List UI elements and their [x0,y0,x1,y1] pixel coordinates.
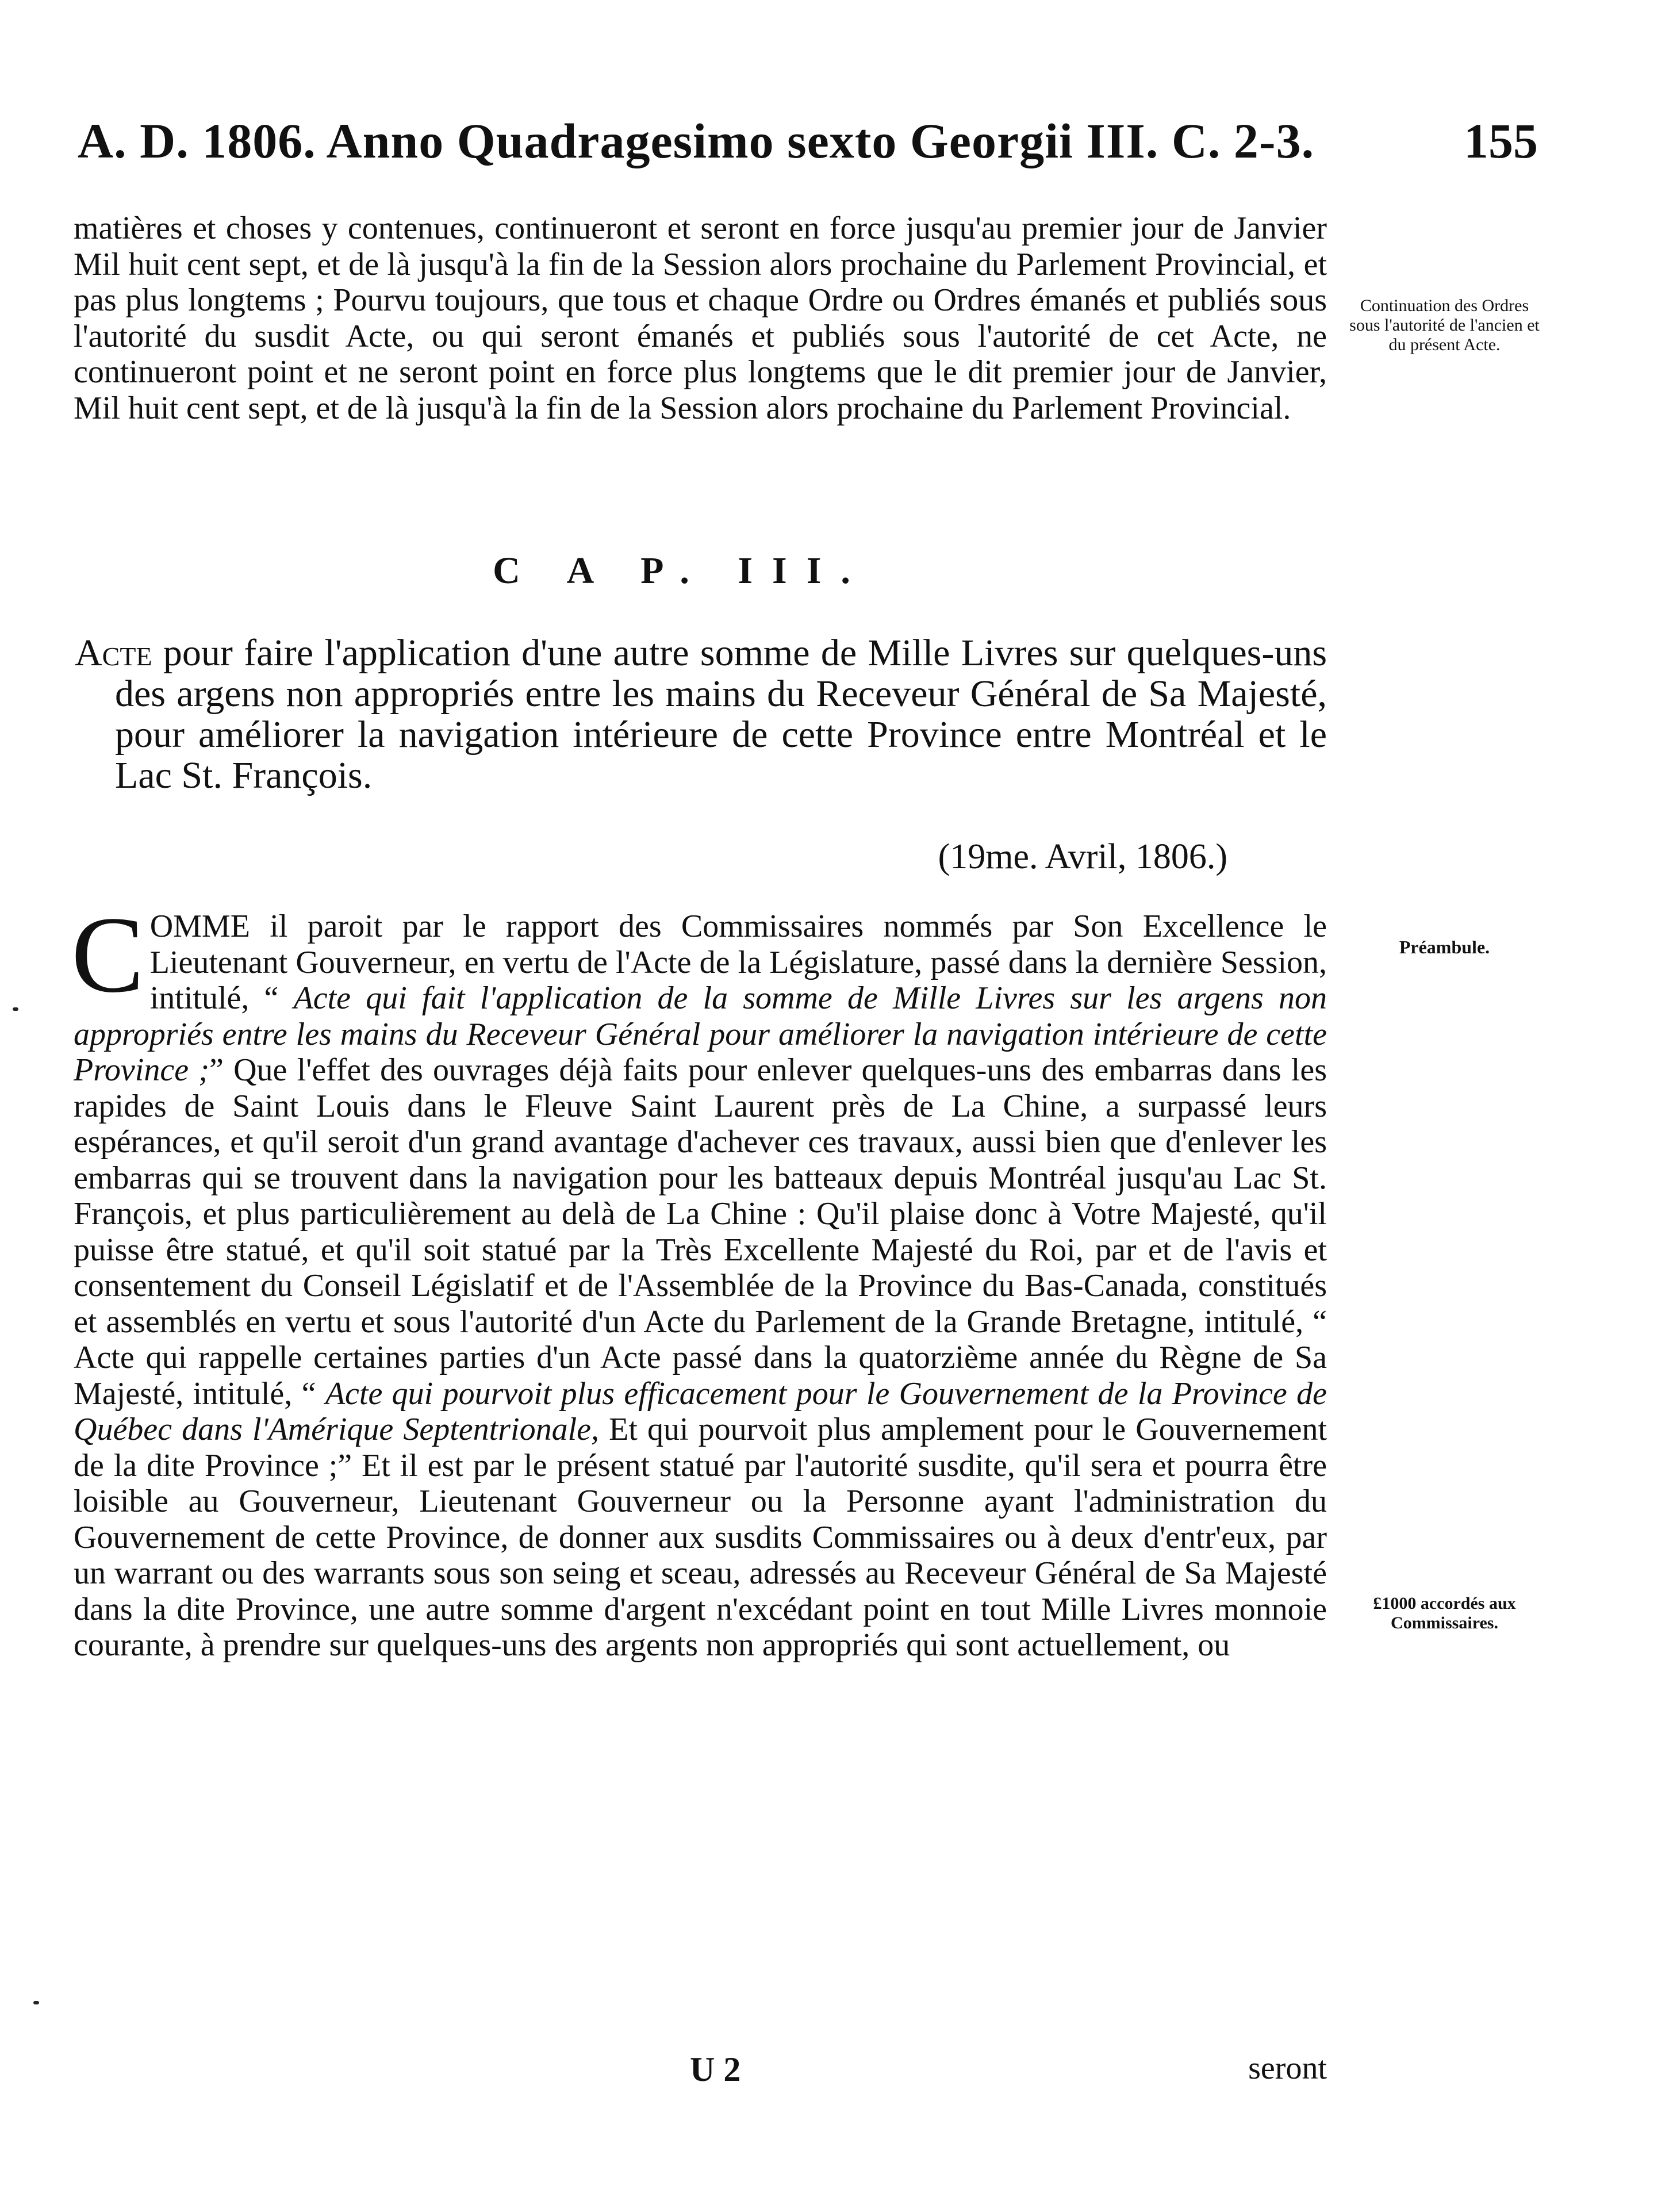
preamble-paragraph [71,895,1327,1663]
preamble-text-2: ” Que l'effet des ouvrages déjà faits pour enlever quelques-uns des embarras dans les rapides de Saint Louis dans le Fleuve Saint Laurent près de La Chine, a surpassé leurs espérances, et qu'il seroit d'un grand avantage d'achever ces travaux, aussi bien que d'enlever les embarras qui se trouvent dans la navigation pour les batteaux depuis Montréal jusqu'au Lac St. François, et plus particulièrement au delà de La Chine : Qu'il plaise donc à Votre Majesté, qu'il puisse être statué, et qu'il soit statué par la Très Excellente Majesté du Roi, par et de l'avis et consentement du Conseil Législatif et de l'Assemblée de la Province du Bas-Canada, constitués et assemblés en vertu et sous l'autorité d'un Acte du Parlement de la Grande Bretagne, intitulé, “ Acte qui rappelle certaines parties d'un Acte passé dans la quatorzième année du Règne de Sa Majesté, intitulé, “ [74,1052,1327,1412]
print-speck [13,1007,18,1011]
act-title-text: pour faire l'application d'une autre somme de Mille Livres sur quelques-uns des argens non appropriés entre les mains du Receveur Général de Sa Majesté, pour améliorer la navigation intérieure de cette Province entre Montréal et le Lac St. François. [115,632,1327,796]
header-title: A. D. 1806. Anno Quadragesimo sexto Georgii III. C. 2-3. [78,113,1315,168]
preamble-lead-word: OMME [149,908,250,944]
page-number: 155 [1464,113,1538,168]
preamble-citation-2: Acte qui pourvoit plus efficacement pour le Gouvernement de la Province de Québec dans l'Amérique Septentrionale, [74,1375,1327,1447]
margin-note-preamble: Préambule. [1399,937,1490,957]
continuation-paragraph [74,210,1327,426]
running-header [78,112,1538,187]
margin-note-continuation: Continuation des Ordres sous l'autorité de l'ancien et du présent Acte. [1349,296,1540,354]
margin-note-grant: £1000 accordés aux Commissaires. [1373,1594,1516,1632]
preamble-citation-1: Acte qui fait l'application de la somme de Mille Livres sur les argens non appropriés entre les mains du Receveur Général pour améliorer la navigation intérieure de cette Province ; [74,980,1327,1088]
print-speck [33,2001,39,2004]
preamble-text-3: Et qui pourvoit plus amplement pour le Gouvernement de la dite Province ;” Et il est par le présent statué par l'autorité susdite, qu'il sera et pourra être loisible au Gouverneur, Lieutenant Gouverneur ou la Personne ayant l'administration du Gouvernement de cette Province, de donner aux susdits Commissaires ou à deux d'entr'eux, par un warrant ou des warrants sous son seing et sceau, adressés au Receveur Général de Sa Majesté dans la dite Province, une autre somme d'argent n'excédant point en tout Mille Livres monnoie courante, à prendre sur quelques-uns des argents non appropriés qui sont actuellement, ou [74,1412,1327,1663]
act-date: (19me. Avril, 1806.) [938,837,1227,876]
signature-mark: U 2 [690,2050,741,2088]
chapter-heading: C A P. III. [493,550,870,592]
preamble-text-1: il paroit par le rapport des Commissaires nommés par Son Excellence le Lieutenant Gouverneur, en vertu de l'Acte de la Législature, passé dans la dernière Session, intitulé, “ [149,908,1327,1016]
drop-cap: C [71,895,144,1015]
continuation-text: matières et choses y contenues, continueront et seront en force jusqu'au premier jour de Janvier Mil huit cent sept, et de là jusqu'à la fin de la Session alors prochaine du Parlement Provincial, et pas plus longtems ; Pourvu toujours, que tous et chaque Ordre ou Ordres émanés et publiés sous l'autorité du susdit Acte, ou qui seront émanés et publiés sous l'autorité de cet Acte, ne continueront point et ne seront point en force plus longtems que le dit premier jour de Janvier, Mil huit cent sept, et de là jusqu'à la fin de la Session alors prochaine du Parlement Provincial. [74,210,1327,426]
act-title-lead: Acte [75,632,152,674]
act-title [75,632,1327,796]
catchword: seront [1248,2050,1327,2086]
